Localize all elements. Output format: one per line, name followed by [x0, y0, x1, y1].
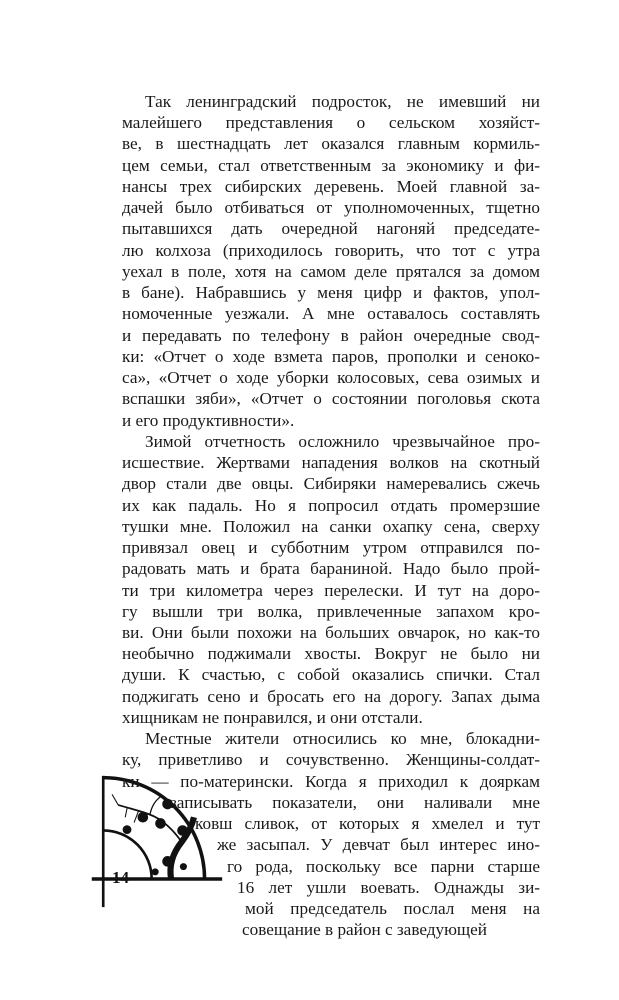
text-line-content: двор стали две овцы. Сибиряки намеревались сжечь	[122, 474, 540, 494]
text-line-content: Местные жители относились ко мне, блокадни-	[145, 729, 540, 749]
text-line-content: го рода, поскольку все парни старше	[227, 856, 540, 876]
text-line	[122, 602, 540, 622]
text-line	[122, 474, 540, 494]
text-line	[122, 177, 540, 197]
text-line	[227, 857, 540, 877]
text-line	[122, 750, 540, 770]
text-line-content: ве, в шестнадцать лет оказался главным кормиль-	[122, 134, 540, 154]
text-line	[122, 644, 540, 664]
text-line	[122, 241, 540, 261]
text-line-content: записывать показатели, они наливали мне	[170, 792, 540, 812]
text-line	[122, 411, 540, 431]
text-line	[122, 156, 540, 176]
text-line-content: гу вышли три волка, привлеченные запахом кро-	[122, 601, 540, 621]
text-line-content: души. К счастью, с собой оказались спички. Стал	[122, 665, 540, 685]
text-line	[122, 219, 540, 239]
text-line	[122, 134, 540, 154]
text-line	[122, 687, 540, 707]
text-line	[122, 326, 540, 346]
text-line-content: поджигать сено и бросать его на дорогу. Запах дыма	[122, 686, 540, 706]
text-line	[122, 283, 540, 303]
text-line-content: пытавшихся дать очередной нагоняй председате-	[122, 219, 540, 239]
text-line-content: радовать мать и брата бараниной. Надо было прой-	[122, 559, 540, 579]
text-line-content: ковш сливок, от которых я хмелел и тут	[195, 814, 540, 834]
text-line-content: мой председатель послал меня на	[245, 899, 540, 919]
text-line-content: хищникам не понравился, и они отстали.	[122, 707, 423, 727]
text-line	[217, 835, 540, 855]
text-line-content: тушки мне. Положил на санки охапку сена, сверху	[122, 516, 540, 536]
text-line-content: привязал овец и субботним утром отправился по-	[122, 538, 540, 558]
text-line-content: ки: «Отчет о ходе взмета паров, прополки и сеноко-	[122, 346, 540, 366]
text-line-content: Зимой отчетность осложнило чрезвычайное про-	[145, 431, 540, 451]
text-line-content: уехал в поле, хотя на самом деле прятался за домом	[122, 261, 540, 281]
text-line-content: лю колхоза (приходилось говорить, что тот с утра	[122, 240, 540, 260]
text-line	[145, 432, 540, 452]
text-line	[122, 496, 540, 516]
text-line	[195, 814, 540, 834]
text-line	[122, 304, 540, 324]
text-line-content: исшествие. Жертвами нападения волков на скотный	[122, 453, 540, 473]
text-line	[122, 623, 540, 643]
text-line-content: ти три километра через перелески. И тут на доро-	[122, 580, 540, 600]
text-line-content: вспашки зяби», «Отчет о состоянии поголовья скота	[122, 389, 540, 409]
text-line	[122, 389, 540, 409]
text-line-content: их как падаль. Но я попросил отдать промерзшие	[122, 495, 540, 515]
text-line-content: же засыпал. У девчат был интерес ино-	[217, 835, 540, 855]
text-line	[122, 368, 540, 388]
text-line-content: малейшего представления о сельском хозяйст-	[122, 113, 540, 133]
text-line-content: ви. Они были похожи на больших овчарок, но как-то	[122, 623, 540, 642]
text-line	[122, 665, 540, 685]
text-line	[237, 878, 540, 898]
text-line-content: дачей было отбиваться от уполномоченных, тщетно	[122, 198, 540, 218]
page-number: 14	[112, 868, 129, 887]
text-line	[245, 899, 540, 919]
text-line-content: ки — по-матерински. Когда я приходил к дояркам	[122, 771, 540, 791]
text-line	[122, 559, 540, 579]
text-line-content: цем семьи, стал ответственным за экономику и фи-	[122, 155, 540, 175]
text-line-content: нансы трех сибирских деревень. Моей главной за-	[122, 176, 540, 196]
text-line-content: и его продуктивности».	[122, 410, 295, 430]
text-line	[170, 793, 540, 813]
text-line-content: совещание в район с заведующей	[242, 920, 487, 940]
text-line	[122, 453, 540, 473]
text-line	[145, 92, 540, 112]
text-line	[122, 517, 540, 537]
text-line	[122, 262, 540, 282]
text-line-content: и передавать по телефону в район очередные свод-	[122, 325, 540, 345]
text-line	[122, 198, 540, 218]
text-line	[122, 772, 540, 792]
text-line-content: Так ленинградский подросток, не имевший ни	[145, 92, 540, 111]
text-line	[122, 113, 540, 133]
text-line	[242, 920, 540, 940]
text-line	[122, 581, 540, 601]
text-line-content: необычно поджимали хвосты. Вокруг не было ни	[122, 644, 540, 664]
text-line	[122, 538, 540, 558]
text-line-content: ку, приветливо и сочувственно. Женщины-солдат-	[122, 750, 540, 770]
text-line	[145, 729, 540, 749]
text-line-content: в бане). Набравшись у меня цифр и фактов, упол-	[122, 283, 540, 303]
text-line	[122, 347, 540, 367]
text-line-content: са», «Отчет о ходе уборки колосовых, сева озимых и	[122, 368, 540, 388]
text-line	[122, 708, 540, 728]
text-line-content: 16 лет ушли воевать. Однажды зи-	[237, 877, 540, 897]
text-line-content: номоченные уезжали. А мне оставалось составлять	[122, 304, 540, 324]
